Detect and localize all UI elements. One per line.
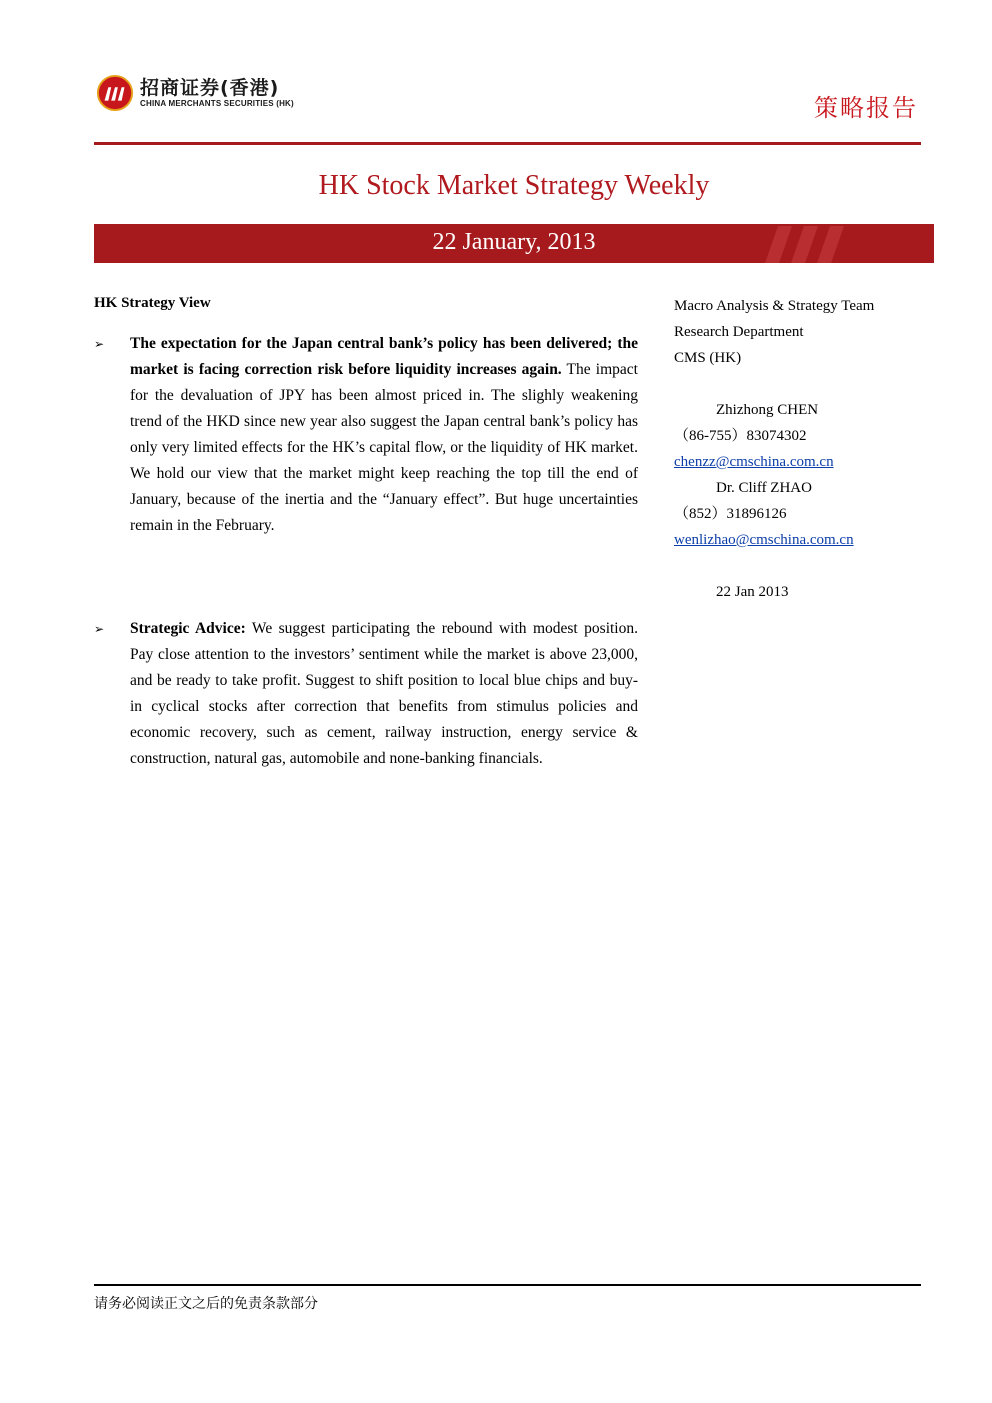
bullet-point — [94, 616, 638, 772]
date-banner-text: 22 January, 2013 — [432, 229, 596, 255]
footer-divider — [94, 1284, 921, 1286]
author-sidebar — [674, 293, 924, 605]
bullet-point — [94, 331, 638, 539]
logo-english-name: CHINA MERCHANTS SECURITIES (HK) — [140, 99, 294, 108]
bullet-text — [130, 331, 638, 539]
company-logo — [96, 74, 294, 112]
bullet-lead: Strategic Advice: — [130, 620, 246, 637]
department-name: Research Department — [674, 324, 804, 340]
analyst-phone: （86-755）83074302 — [674, 428, 807, 444]
analyst-phone: （852）31896126 — [674, 506, 787, 522]
analyst-name: Zhizhong CHEN — [716, 402, 819, 418]
bullet-text — [130, 616, 638, 772]
company-name: CMS (HK) — [674, 350, 742, 366]
cms-logo-icon — [96, 74, 134, 112]
report-type-label: 策略报告 — [814, 94, 918, 122]
analyst-email-link[interactable]: chenzz@cmschina.com.cn — [674, 454, 834, 470]
section-heading: HK Strategy View — [94, 295, 211, 311]
report-date: 22 Jan 2013 — [716, 584, 789, 600]
arrow-bullet-icon: ➢ — [94, 622, 105, 636]
footer-disclaimer: 请务必阅读正文之后的免责条款部分 — [94, 1296, 318, 1312]
date-banner — [94, 224, 934, 263]
bullet-body: We suggest participating the rebound with modest position. Pay close attention to the investors’ sentiment while the market is above 23,000, and be ready to take profit. Suggest to shift position to local blue chips and buy-in cyclical stocks after correction that benefits from stimulus policies and economic recovery, such as cement, railway instruction, energy service & construction, natural gas, automobile and none-banking financials. — [130, 620, 638, 767]
analyst-email-link[interactable]: wenlizhao@cmschina.com.cn — [674, 532, 854, 548]
analyst-name: Dr. Cliff ZHAO — [716, 480, 812, 496]
arrow-bullet-icon: ➢ — [94, 337, 105, 351]
logo-chinese-name: 招商证券(香港) — [140, 77, 280, 99]
team-name: Macro Analysis & Strategy Team — [674, 298, 875, 314]
bullet-body: The impact for the devaluation of JPY has been almost priced in. The slighly weakening trend of the HKD since new year also suggest the Japan central bank’s policy has only very limited effects for the HK’s capital flow, or the liquidity of HK market. We hold our view that the market might keep reaching the top till the end of January, because of the inertia and the “January effect”. But huge uncertainties remain in the February. — [130, 361, 638, 534]
header-divider — [94, 142, 921, 145]
bullet-lead: The expectation for the Japan central bank’s policy has been delivered; the market is facing correction risk before liquidity increases again. — [130, 335, 638, 378]
report-title: HK Stock Market Strategy Weekly — [318, 170, 710, 201]
